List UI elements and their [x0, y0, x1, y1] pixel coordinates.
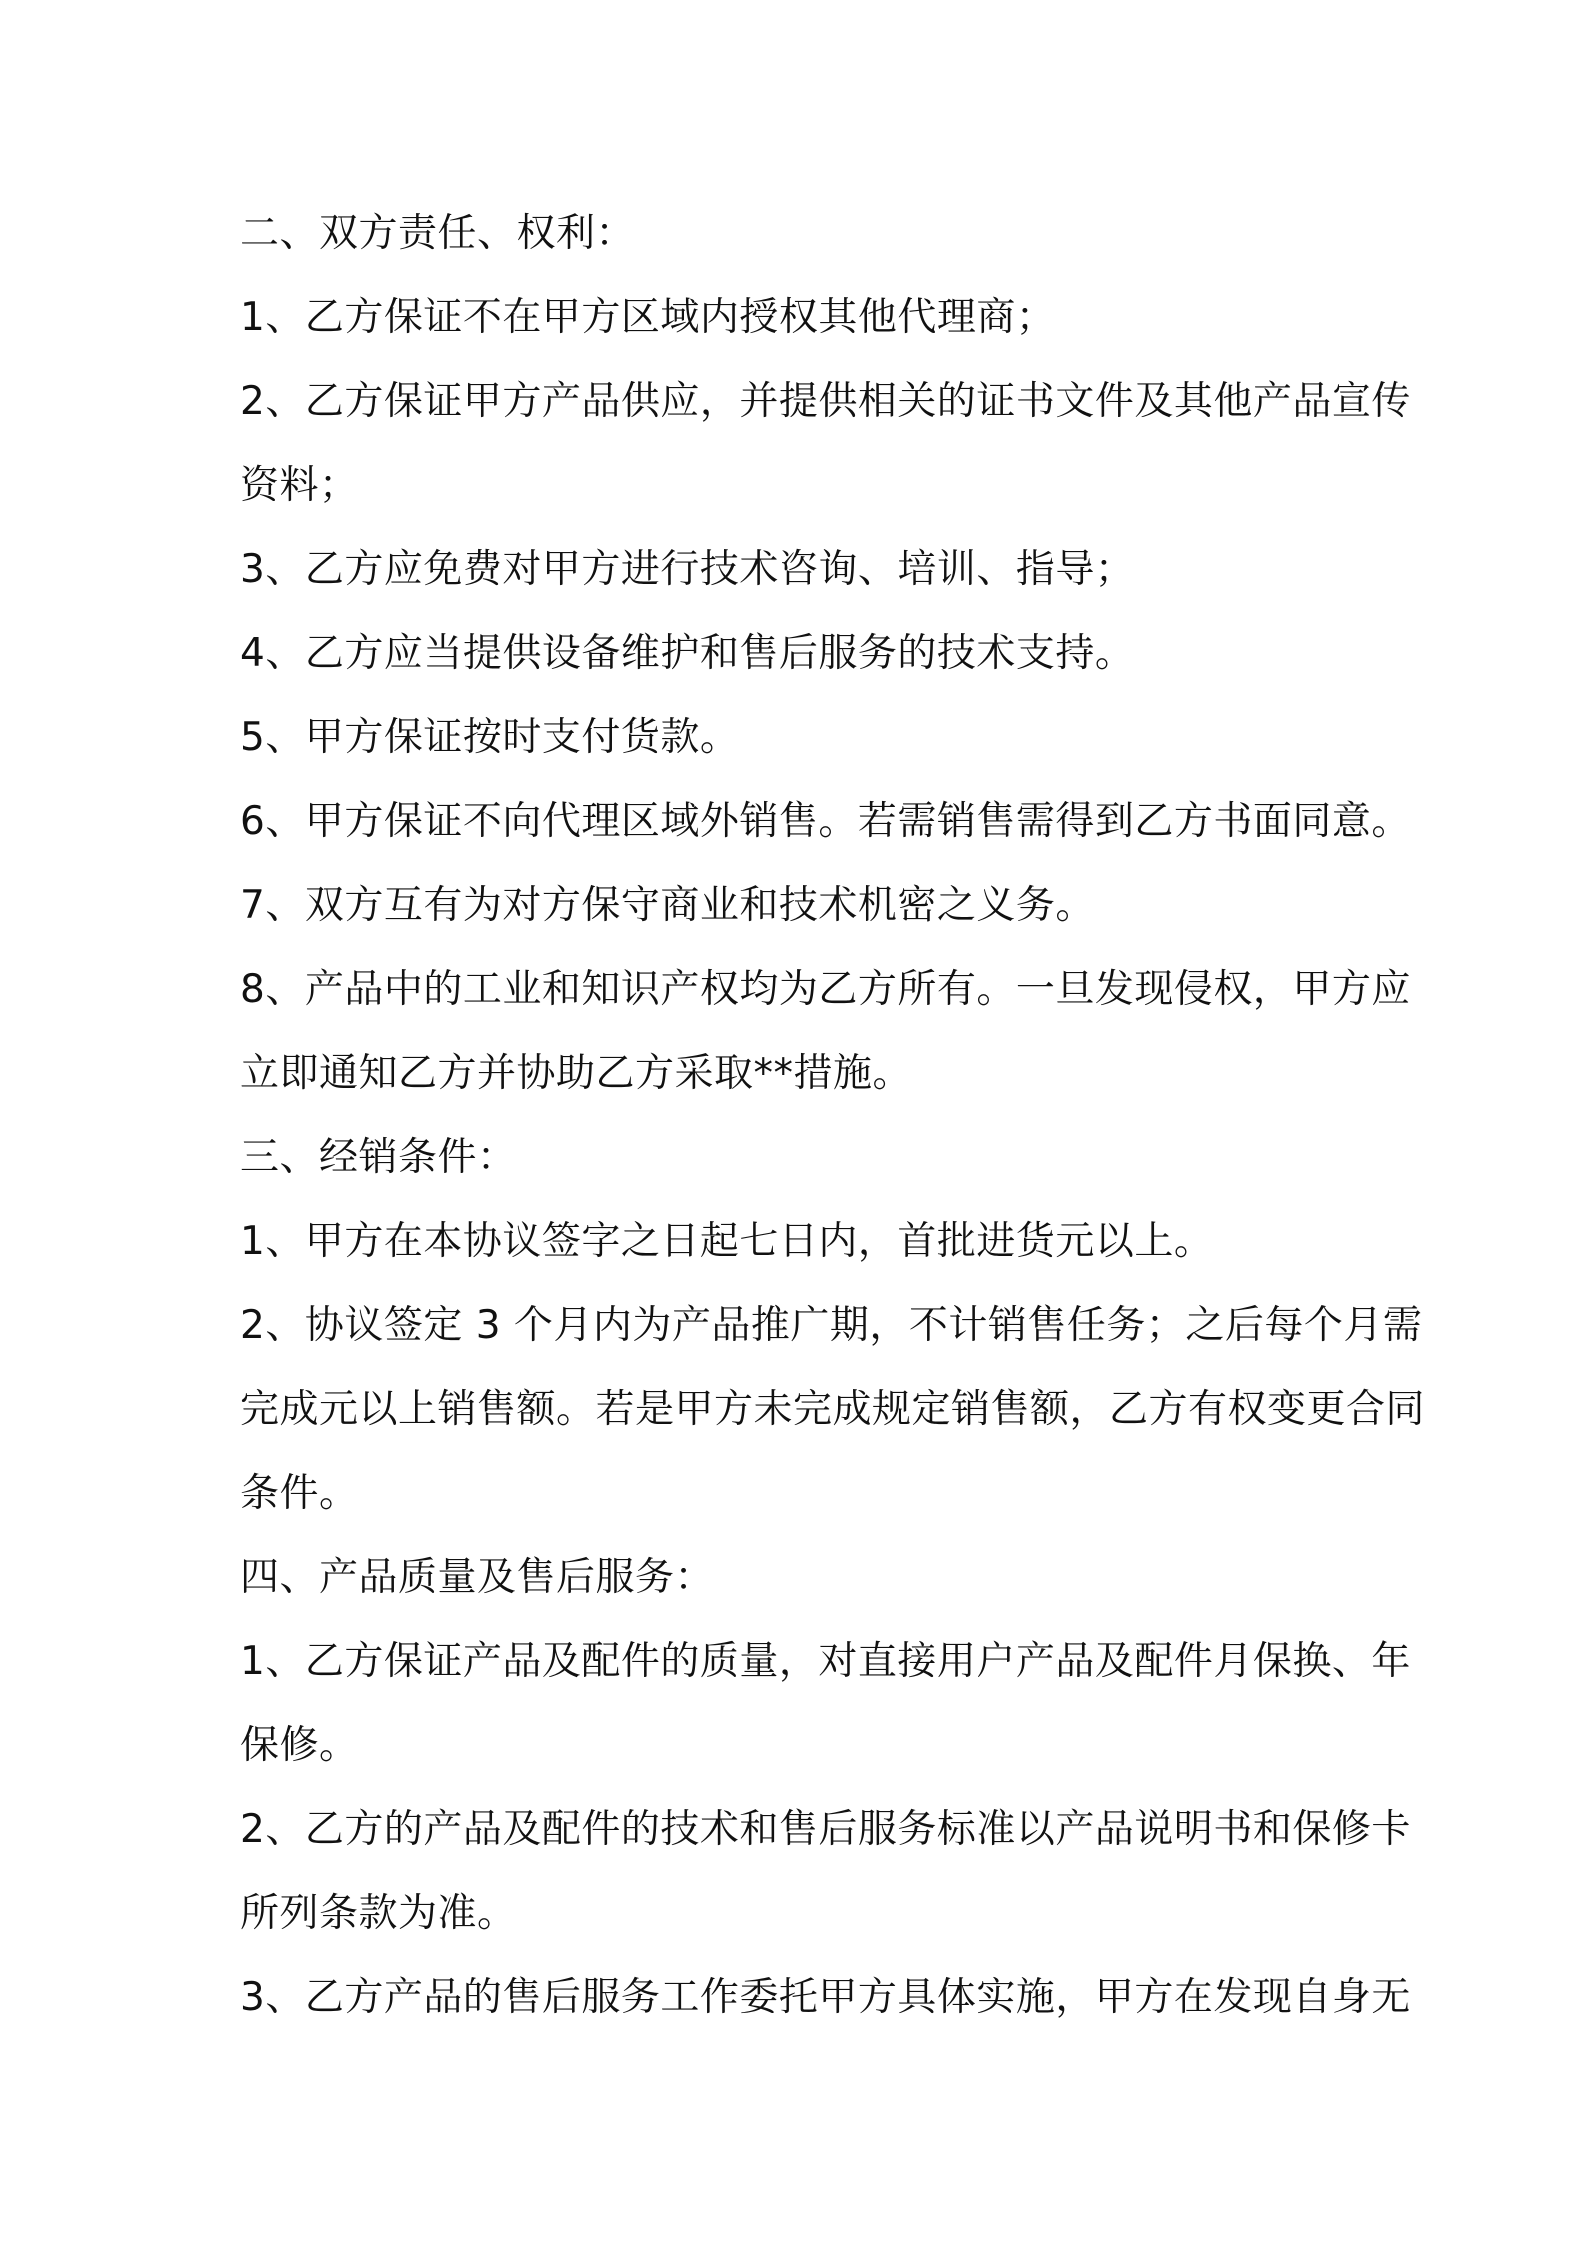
clause-3-2-cont: 完成元以上销售额。若是甲方未完成规定销售额，乙方有权变更合同: [240, 1387, 1426, 1432]
section-heading-distribution: 三、经销条件：: [240, 1135, 517, 1180]
clause-4-3: 3、乙方产品的售后服务工作委托甲方具体实施，甲方在发现自身无: [240, 1975, 1411, 2020]
clause-2-8: 8、产品中的工业和知识产权均为乙方所有。一旦发现侵权，甲方应: [240, 967, 1411, 1012]
clause-4-1: 1、乙方保证产品及配件的质量，对直接用户产品及配件月保换、年: [240, 1639, 1411, 1684]
clause-2-4: 4、乙方应当提供设备维护和售后服务的技术支持。: [240, 631, 1135, 676]
clause-3-2: 2、协议签定 3 个月内为产品推广期，不计销售任务；之后每个月需: [240, 1303, 1423, 1348]
clause-4-2-cont: 所列条款为准。: [240, 1891, 517, 1936]
section-heading-responsibilities: 二、双方责任、权利：: [240, 211, 636, 256]
clause-2-6: 6、甲方保证不向代理区域外销售。若需销售需得到乙方书面同意。: [240, 799, 1411, 844]
clause-2-2-cont: 资料；: [240, 463, 359, 508]
clause-3-2-cont-2: 条件。: [240, 1471, 359, 1516]
clause-4-2: 2、乙方的产品及配件的技术和售后服务标准以产品说明书和保修卡: [240, 1807, 1411, 1852]
document-body: [240, 192, 1426, 2040]
clause-2-7: 7、双方互有为对方保守商业和技术机密之义务。: [240, 883, 1095, 928]
section-heading-quality-service: 四、产品质量及售后服务：: [240, 1555, 715, 1600]
clause-2-8-cont: 立即通知乙方并协助乙方采取**措施。: [240, 1051, 913, 1096]
clause-4-1-cont: 保修。: [240, 1723, 359, 1768]
clause-2-2: 2、乙方保证甲方产品供应，并提供相关的证书文件及其他产品宣传: [240, 379, 1411, 424]
clause-2-1: 1、乙方保证不在甲方区域内授权其他代理商；: [240, 295, 1056, 340]
clause-2-3: 3、乙方应免费对甲方进行技术咨询、培训、指导；: [240, 547, 1135, 592]
clause-3-1: 1、甲方在本协议签字之日起七日内，首批进货元以上。: [240, 1219, 1214, 1264]
clause-2-5: 5、甲方保证按时支付货款。: [240, 715, 740, 760]
